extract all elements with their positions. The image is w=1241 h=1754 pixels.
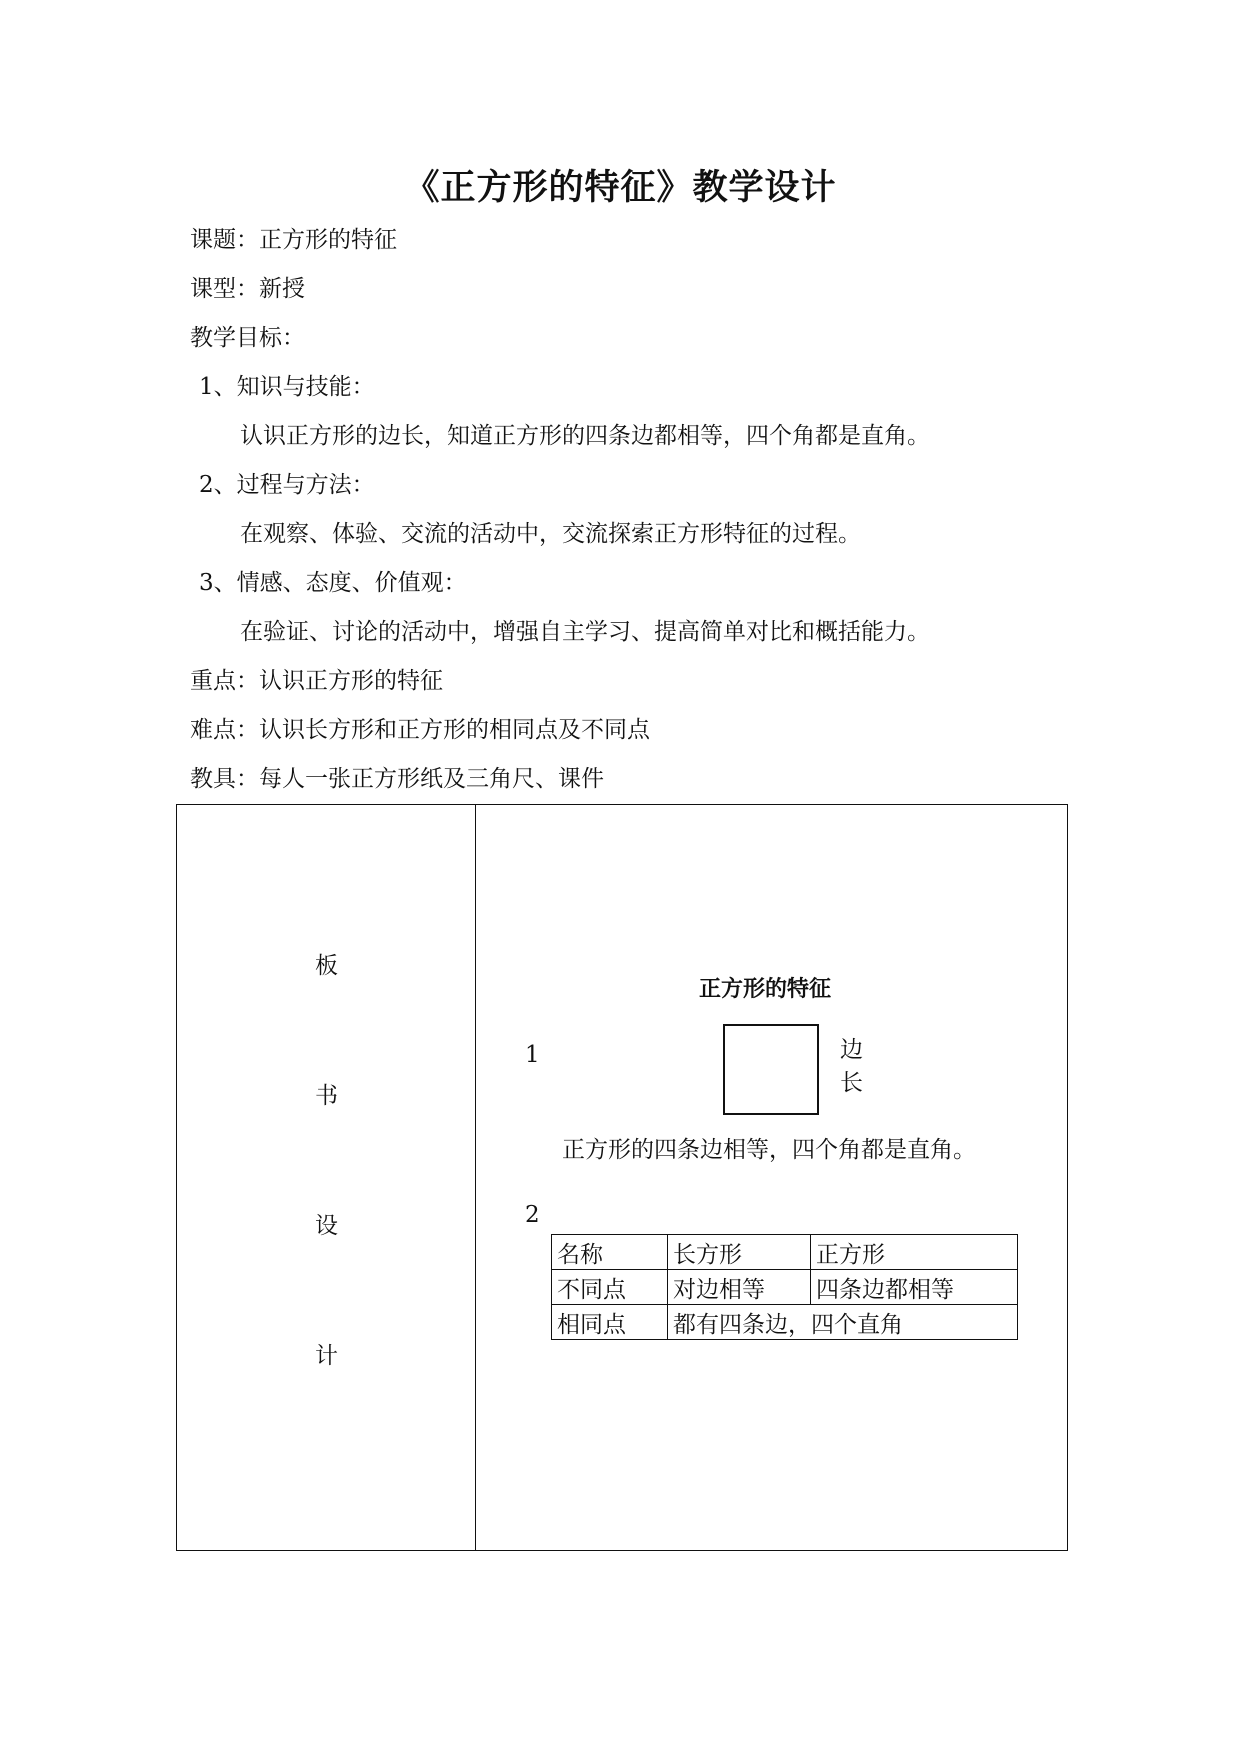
table-cell: 四条边都相等 bbox=[811, 1270, 1018, 1305]
table-cell: 对边相等 bbox=[668, 1270, 811, 1305]
key-point-line: 重点：认识正方形的特征 bbox=[190, 668, 443, 694]
table-cell: 相同点 bbox=[552, 1305, 668, 1340]
tools-line: 教具：每人一张正方形纸及三角尺、课件 bbox=[190, 766, 604, 792]
side-length-label-char: 边 bbox=[840, 1037, 863, 1063]
objective-2-text: 在观察、体验、交流的活动中，交流探索正方形特征的过程。 bbox=[240, 521, 861, 547]
objective-1-heading: 1、知识与技能： bbox=[199, 374, 375, 400]
board-divider bbox=[475, 805, 476, 1550]
board-side-label-char: 书 bbox=[315, 1083, 338, 1109]
table-cell: 不同点 bbox=[552, 1270, 668, 1305]
difficulty-line: 难点：认识长方形和正方形的相同点及不同点 bbox=[190, 717, 650, 743]
lesson-type-line: 课型：新授 bbox=[190, 276, 305, 302]
board-item-1-number: 1 bbox=[525, 1042, 540, 1068]
objective-2-heading: 2、过程与方法： bbox=[199, 472, 375, 498]
topic-line: 课题：正方形的特征 bbox=[190, 227, 397, 253]
table-row bbox=[552, 1305, 1018, 1340]
objective-3-heading: 3、情感、态度、价值观： bbox=[199, 570, 467, 596]
objective-3-text: 在验证、讨论的活动中，增强自主学习、提高简单对比和概括能力。 bbox=[240, 619, 930, 645]
table-cell: 长方形 bbox=[668, 1235, 811, 1270]
table-cell: 都有四条边，四个直角 bbox=[668, 1305, 1018, 1340]
table-cell: 正方形 bbox=[811, 1235, 1018, 1270]
objective-1-text: 认识正方形的边长，知道正方形的四条边都相等，四个角都是直角。 bbox=[240, 423, 930, 449]
table-cell: 名称 bbox=[552, 1235, 668, 1270]
table-row bbox=[552, 1270, 1018, 1305]
table-row bbox=[552, 1235, 1018, 1270]
board-item-2-number: 2 bbox=[525, 1202, 540, 1228]
square-figure bbox=[723, 1024, 819, 1115]
board-side-label-char: 设 bbox=[315, 1213, 338, 1239]
side-length-label-char: 长 bbox=[840, 1070, 863, 1096]
square-property-statement: 正方形的四条边相等，四个角都是直角。 bbox=[562, 1137, 976, 1163]
board-title: 正方形的特征 bbox=[699, 977, 832, 1002]
objectives-heading: 教学目标： bbox=[190, 325, 305, 351]
board-design-box bbox=[176, 804, 1068, 1551]
board-side-label-char: 计 bbox=[315, 1343, 338, 1369]
comparison-table bbox=[551, 1234, 1018, 1340]
document-title: 《正方形的特征》教学设计 bbox=[404, 168, 837, 208]
board-side-label-char: 板 bbox=[315, 953, 338, 979]
